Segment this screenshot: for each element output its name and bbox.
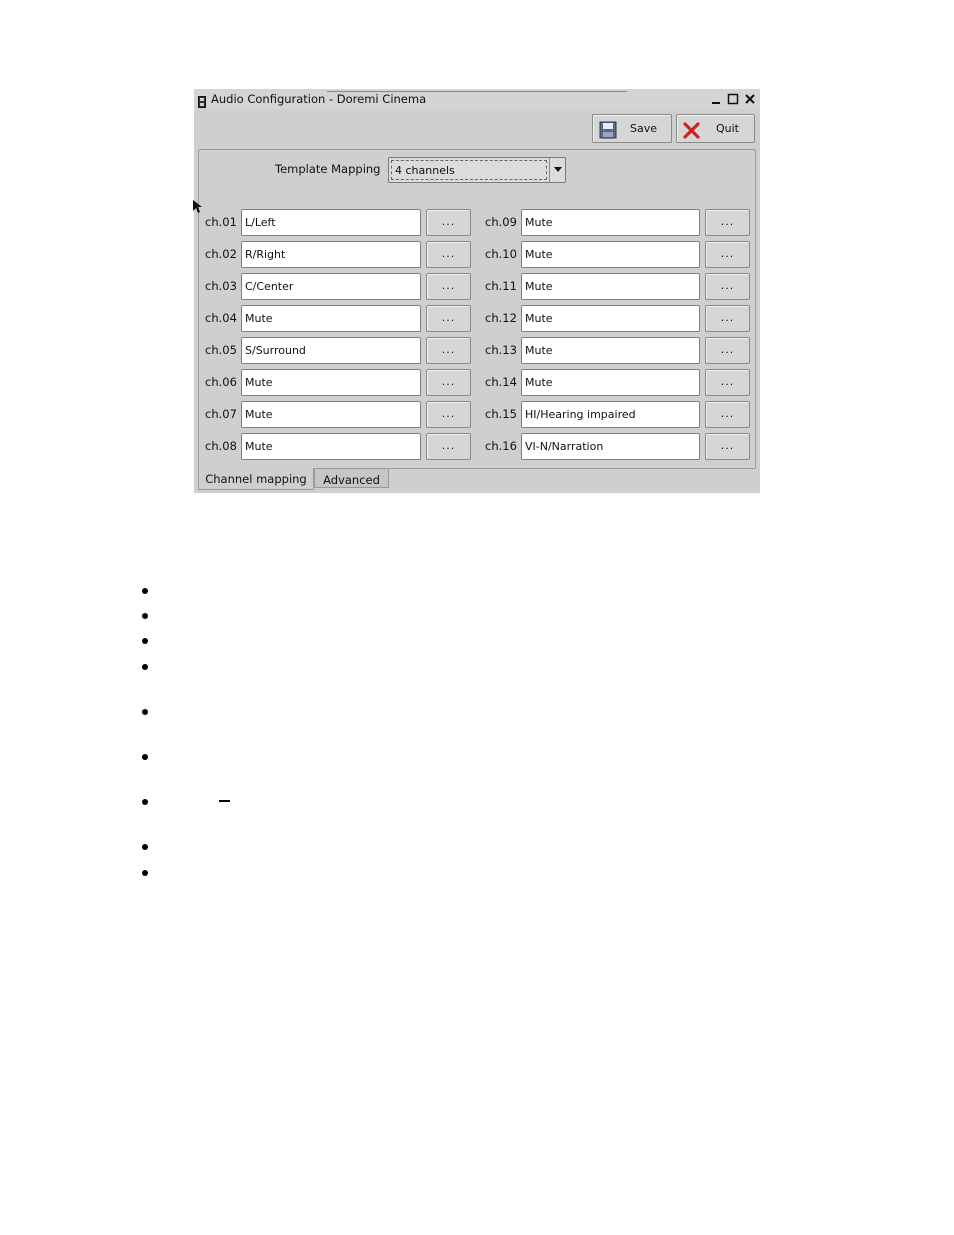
channel-label: ch.13 [485,343,517,357]
ellipsis-label: ... [720,439,735,452]
quit-button[interactable] [676,114,755,143]
channel-value: Mute [525,216,553,229]
ellipsis-label: ... [441,215,456,228]
channel-label: ch.06 [205,375,237,389]
channel-options-button[interactable] [705,401,750,428]
channel-field[interactable] [241,401,421,428]
template-mapping-select[interactable] [388,157,566,183]
minimize-icon[interactable] [709,92,723,106]
channel-field[interactable] [521,433,700,460]
channel-value: Mute [525,344,553,357]
channel-label: ch.10 [485,247,517,261]
ellipsis-label: ... [441,311,456,324]
dropdown-arrow-icon[interactable] [549,158,566,182]
ellipsis-label: ... [720,343,735,356]
channel-value: Mute [525,376,553,389]
list-dash [219,800,230,802]
audio-configuration-window [194,89,760,493]
channel-value: VI-N/Narration [525,440,604,453]
ellipsis-label: ... [441,407,456,420]
channel-label: ch.14 [485,375,517,389]
channel-field[interactable] [241,337,421,364]
list-bullet [142,613,148,619]
channel-options-button[interactable] [426,273,471,300]
list-bullet [142,870,148,876]
channel-options-button[interactable] [426,305,471,332]
channel-options-button[interactable] [426,369,471,396]
red-x-icon [683,121,701,139]
channel-field[interactable] [241,305,421,332]
channel-field[interactable] [521,273,700,300]
channel-label: ch.16 [485,439,517,453]
template-mapping-label: Template Mapping [275,162,381,176]
ellipsis-label: ... [720,247,735,260]
quit-label: Quit [716,122,739,135]
list-bullet [142,844,148,850]
ellipsis-label: ... [720,215,735,228]
ellipsis-label: ... [720,279,735,292]
channel-field[interactable] [521,337,700,364]
ellipsis-label: ... [441,247,456,260]
title-divider [327,89,627,92]
tab-channel-mapping[interactable] [198,468,314,490]
list-bullet [142,588,148,594]
channel-label: ch.12 [485,311,517,325]
channel-options-button[interactable] [426,209,471,236]
channel-options-button[interactable] [705,209,750,236]
channel-value: HI/Hearing impaired [525,408,636,421]
channel-value: L/Left [245,216,276,229]
channel-field[interactable] [241,241,421,268]
channel-field[interactable] [241,433,421,460]
channel-label: ch.03 [205,279,237,293]
title-bar[interactable] [194,89,760,109]
template-mapping-value: 4 channels [395,164,455,177]
list-bullet [142,664,148,670]
channel-value: Mute [245,312,273,325]
tab-label: Channel mapping [205,472,307,486]
channel-field[interactable] [521,401,700,428]
channel-field[interactable] [521,209,700,236]
channel-field[interactable] [241,273,421,300]
close-icon[interactable] [743,92,757,106]
ellipsis-label: ... [441,343,456,356]
maximize-icon[interactable] [726,92,740,106]
save-label: Save [630,122,658,135]
channel-value: Mute [245,440,273,453]
channel-value: S/Surround [245,344,306,357]
channel-options-button[interactable] [426,433,471,460]
app-icon [198,93,206,105]
channel-value: R/Right [245,248,286,261]
channel-label: ch.15 [485,407,517,421]
tab-label: Advanced [323,473,380,487]
channel-field[interactable] [521,305,700,332]
channel-options-button[interactable] [426,337,471,364]
channel-label: ch.04 [205,311,237,325]
channel-options-button[interactable] [705,241,750,268]
window-title: Audio Configuration - Doremi Cinema [211,92,427,106]
channel-label: ch.08 [205,439,237,453]
channel-field[interactable] [241,209,421,236]
ellipsis-label: ... [720,407,735,420]
channel-label: ch.01 [205,215,237,229]
channel-value: Mute [525,312,553,325]
list-bullet [142,638,148,644]
ellipsis-label: ... [441,375,456,388]
channel-field[interactable] [241,369,421,396]
list-bullet [142,799,148,805]
ellipsis-label: ... [720,311,735,324]
channel-label: ch.05 [205,343,237,357]
channel-options-button[interactable] [705,369,750,396]
channel-value: Mute [525,248,553,261]
channel-options-button[interactable] [705,433,750,460]
channel-value: Mute [245,408,273,421]
channel-options-button[interactable] [426,401,471,428]
floppy-disk-icon [599,121,617,139]
template-mapping-field[interactable] [391,160,547,180]
channel-field[interactable] [521,241,700,268]
channel-value: C/Center [245,280,294,293]
list-bullet [142,754,148,760]
mouse-cursor-icon [193,199,202,213]
save-button[interactable] [592,114,672,143]
channel-label: ch.02 [205,247,237,261]
channel-label: ch.11 [485,279,517,293]
channel-value: Mute [245,376,273,389]
channel-label: ch.07 [205,407,237,421]
ellipsis-label: ... [720,375,735,388]
ellipsis-label: ... [441,439,456,452]
ellipsis-label: ... [441,279,456,292]
channel-value: Mute [525,280,553,293]
channel-field[interactable] [521,369,700,396]
channel-options-button[interactable] [705,305,750,332]
channel-options-button[interactable] [426,241,471,268]
channel-options-button[interactable] [705,337,750,364]
channel-options-button[interactable] [705,273,750,300]
tab-advanced[interactable] [314,468,389,488]
list-bullet [142,709,148,715]
channel-label: ch.09 [485,215,517,229]
